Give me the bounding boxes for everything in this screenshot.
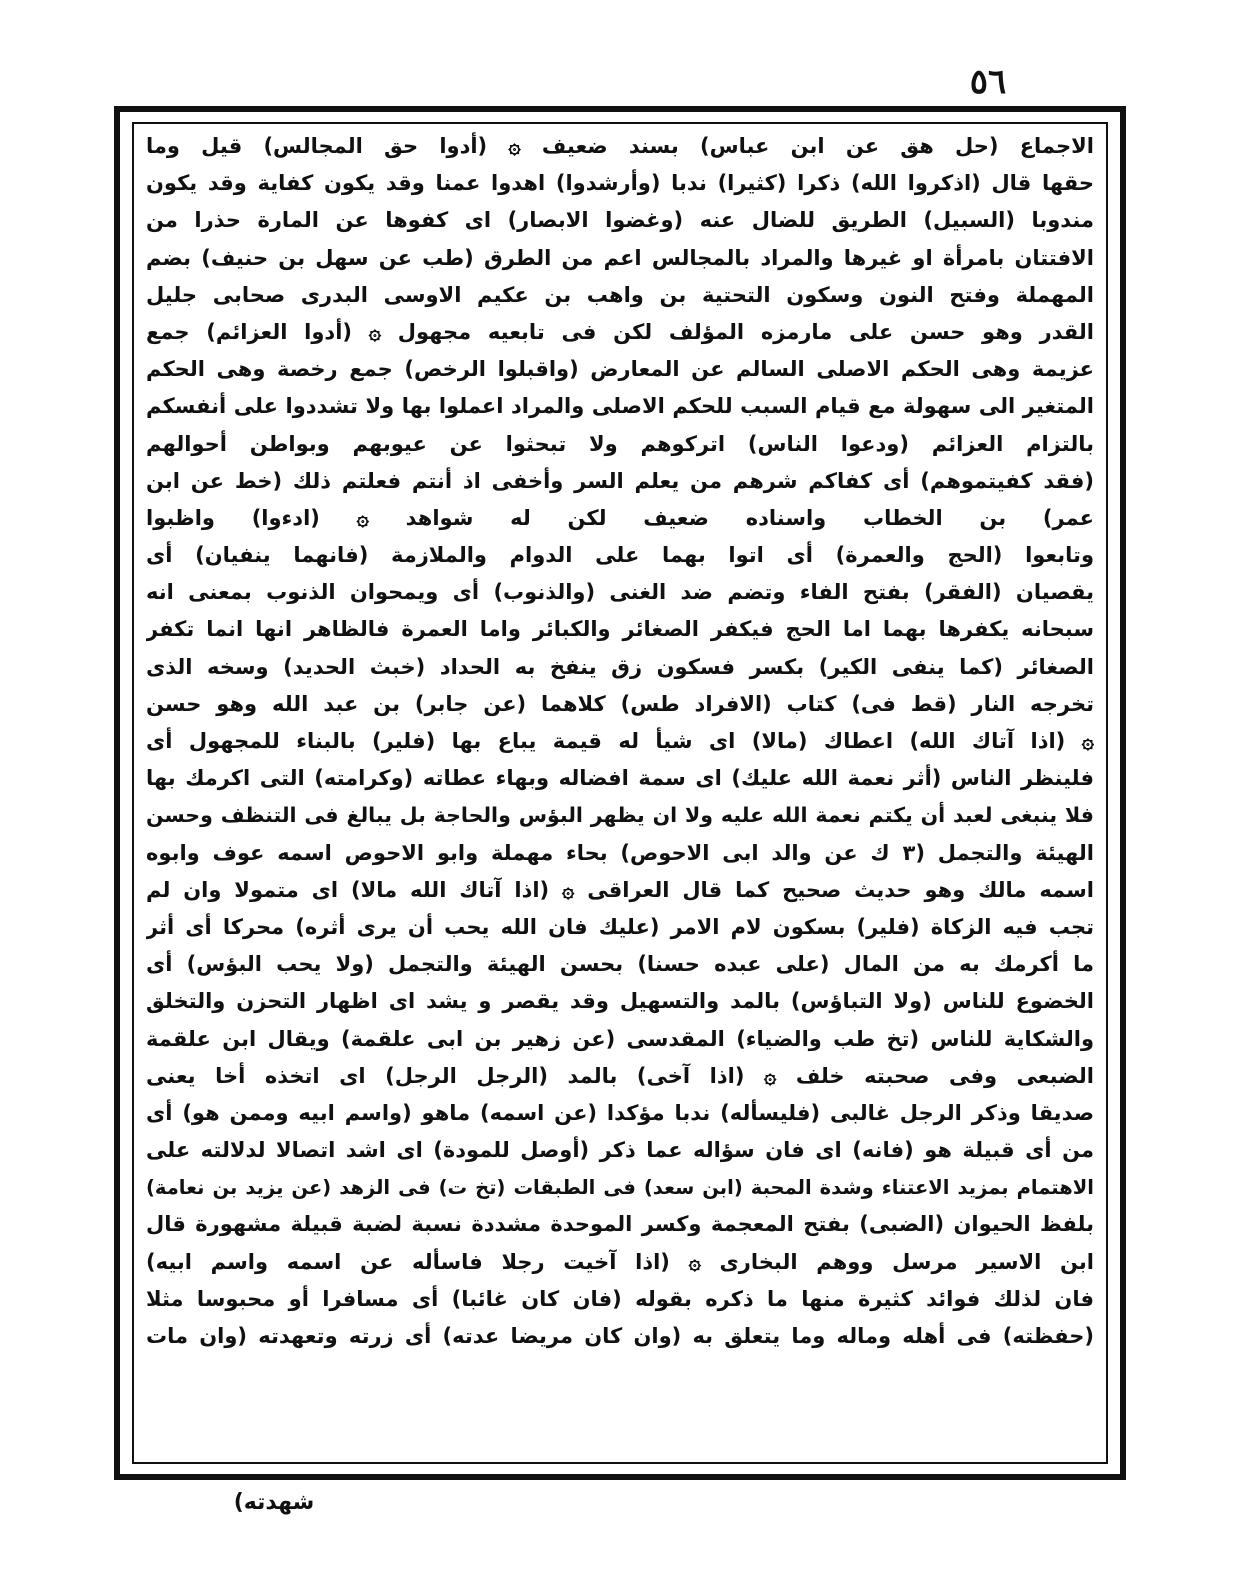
- text-line: سبحانه يكفرها بهما اما الحج فيكفر الصغائر والكبائر واما العمرة فالظاهر انها انما تكفر: [146, 617, 1094, 642]
- text-line: مندوبا (السبيل) الطريق للضال عنه (وغضوا الابصار) اى كفوها عن المارة حذرا من: [146, 208, 1094, 233]
- text-line: الهيئة والتجمل (٣ ك عن والد ابى الاحوص) بحاء مهملة وابو الاحوص اسمه عوف وابوه: [146, 840, 1094, 865]
- text-line: ابن الاسير مرسل ووهم البخارى ۞ (اذا آخيت رجلا فاسأله عن اسمه واسم ابيه): [146, 1249, 1094, 1274]
- page-number: ٥٦: [969, 62, 1007, 102]
- text-line: المهملة وفتح النون وسكون التحتية بن واهب بن عكيم الاوسى البدرى صحابى جليل: [146, 282, 1094, 307]
- text-line: (حفظته) فى أهله وماله وما يتعلق به (وان كان مريضا عدته) أى زرته وتعهدته (وان مات: [146, 1324, 1094, 1348]
- text-line: ما أكرمك به من المال (على عبده حسنا) بحسن الهيئة والتجمل (ولا يحب البؤس) أى: [146, 952, 1094, 977]
- text-line: يقصيان (الفقر) بفتح الفاء وتضم ضد الغنى (والذنوب) أى ويمحوان الذنوب بمعنى انه: [146, 580, 1094, 605]
- text-line: الاجماع (حل هق عن ابن عباس) بسند ضعيف ۞ (أدوا حق المجالس) قيل وما: [146, 134, 1094, 158]
- text-block: [146, 128, 1094, 1458]
- text-line: الصغائر (كما ينفى الكير) بكسر فسكون زق ينفخ به الحداد (خبث الحديد) وسخه الذى: [146, 654, 1094, 679]
- text-line: صديقا وذكر الرجل غالبى (فليسأله) ندبا مؤكدا (عن اسمه) ماهو (واسم ابيه وممن هو) أى: [146, 1100, 1094, 1125]
- text-line: الخضوع للناس (ولا التباؤس) بالمد والتسهيل وقد يقصر و يشد اى اظهار التحزن والتخلق: [146, 989, 1094, 1014]
- text-line: والشكاية للناس (تخ طب والضياء) المقدسى (عن زهير بن ابى علقمة) ويقال ابن علقمة: [146, 1026, 1094, 1051]
- text-line: القدر وهو حسن على مارمزه المؤلف لكن فى تابعيه مجهول ۞ (أدوا العزائم) جمع: [146, 319, 1094, 344]
- text-line: من أى قبيلة هو (فانه) اى فان سؤاله عما ذكر (أوصل للمودة) اى اشد اتصالا لدلالته على: [146, 1138, 1094, 1163]
- text-line: فلا ينبغى لعبد أن يكتم نعمة الله عليه ولا ان يظهر البؤس والحاجة بل يبالغ فى التنظف وحسن: [146, 803, 1094, 828]
- text-line: (فقد كفيتموهم) أى كفاكم شرهم من يعلم السر وأخفى اذ أنتم فعلتم ذلك (خط عن ابن: [146, 468, 1094, 493]
- text-line: الاهتمام بمزيد الاعتناء وشدة المحبة (ابن سعد) فى الطبقات (تخ ت) فى الزهد (عن يزيد بن نعامة): [146, 1176, 1094, 1200]
- text-line: فان لذلك فوائد كثيرة منها ما ذكره بقوله (فان كان غائبا) أى مسافرا أو محبوسا مثلا: [146, 1286, 1094, 1311]
- text-line: بالتزام العزائم (ودعوا الناس) اتركوهم ولا تبحثوا عن عيوبهم وبواطن أحوالهم: [146, 431, 1094, 456]
- text-line: تخرجه النار (قط فى) كتاب (الافراد طس) كلاهما (عن جابر) بن عبد الله وهو حسن: [146, 691, 1094, 716]
- text-line: عزيمة وهى الحكم الاصلى السالم عن المعارض (واقبلوا الرخص) جمع رخصة وهى الحكم: [146, 357, 1094, 382]
- text-line: اسمه مالك وهو حديث صحيح كما قال العراقى ۞ (اذا آتاك الله مالا) اى متمولا وان لم: [146, 877, 1094, 902]
- text-line: عمر) بن الخطاب واسناده ضعيف لكن له شواهد ۞ (ادءوا) واظبوا: [146, 505, 1094, 530]
- catchword: شهدته): [233, 1490, 315, 1515]
- text-line: فلينظر الناس (أثر نعمة الله عليك) اى سمة افضاله وبهاء عطاته (وكرامته) التى اكرمك بها: [146, 766, 1094, 791]
- text-line: الافتتان بامرأة او غيرها والمراد بالمجالس اعم من الطرق (طب عن سهل بن حنيف) بضم: [146, 245, 1094, 270]
- text-line: ۞ (اذا آتاك الله) اعطاك (مالا) اى شيأ له قيمة يباع بها (فلير) بالبناء للمجهول أى: [146, 729, 1094, 753]
- text-line: حقها قال (اذكروا الله) ذكرا (كثيرا) ندبا (وأرشدوا) اهدوا عمنا وقد يكون كفاية وقد يكون: [146, 171, 1094, 196]
- text-line: وتابعوا (الحج والعمرة) أى اتوا بهما على الدوام والملازمة (فانهما ينفيان) أى: [146, 543, 1094, 568]
- text-line: بلفظ الحيوان (الضبى) بفتح المعجمة وكسر الموحدة مشددة نسبة لضبة قبيلة مشهورة قال: [146, 1212, 1094, 1237]
- text-line: المتغير الى سهولة مع قيام السبب للحكم الاصلى والمراد اعملوا بها ولا تشددوا على أنفسكم: [146, 394, 1094, 419]
- text-line: تجب فيه الزكاة (فلير) بسكون لام الامر (عليك فان الله يحب أن يرى أثره) محركا أى أثر: [146, 914, 1094, 939]
- text-line: الضبعى وفى صحبته خلف ۞ (اذا آخى) بالمد (الرجل الرجل) اى اتخذه أخا يعنى: [146, 1063, 1094, 1088]
